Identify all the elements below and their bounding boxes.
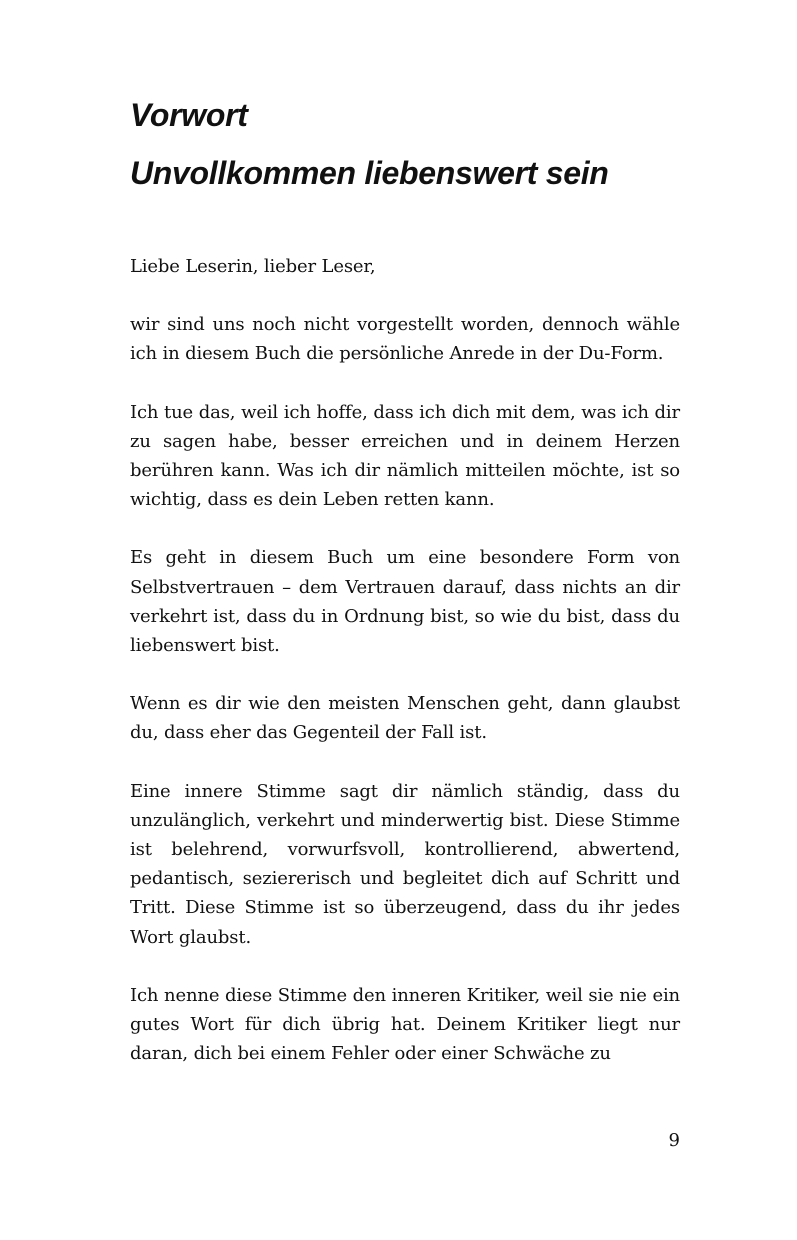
- paragraph: Wenn es dir wie den meisten Menschen geht, dann glaubst du, dass eher das Gegenteil der Fall ist.: [130, 693, 680, 744]
- paragraph-greeting: Liebe Leserin, lieber Leser,: [130, 256, 376, 277]
- book-page: [130, 96, 680, 1068]
- paragraph: wir sind uns noch nicht vorgestellt worden, dennoch wähle ich in diesem Buch die persönliche Anrede in der Du-Form.: [130, 314, 680, 365]
- chapter-heading: Unvollkommen liebenswert sein: [130, 155, 609, 191]
- paragraph: Es geht in diesem Buch um eine besondere Form von Selbstvertrauen – dem Vertrauen darauf, dass nichts an dir verkehrt ist, dass du in Ordnung bist, so wie du bist, dass du liebenswert bist.: [130, 547, 680, 657]
- paragraph: Eine innere Stimme sagt dir nämlich ständig, dass du unzulänglich, verkehrt und minderwertig bist. Diese Stimme ist belehrend, vorwurfsvoll, kontrollierend, abwertend, pedantisch, seziererisch und begleitet dich auf Schritt und Tritt. Diese Stimme ist so überzeugend, dass du ihr jedes Wort glaubst.: [130, 780, 680, 948]
- paragraph: Ich nenne diese Stimme den inneren Kritiker, weil sie nie ein gutes Wort für dich übrig hat. Deinem Kritiker liegt nur daran, dich bei einem Fehler oder einer Schwäche zu: [130, 984, 680, 1065]
- section-heading: Vorwort: [130, 97, 248, 133]
- page-number: 9: [668, 1130, 680, 1151]
- paragraph: Ich tue das, weil ich hoffe, dass ich dich mit dem, was ich dir zu sagen habe, besser erreichen und in deinem Herzen berühren kann. Was ich dir nämlich mitteilen möchte, ist so wichtig, dass es dein Leben retten kann.: [130, 401, 680, 511]
- body-text: [130, 252, 680, 1068]
